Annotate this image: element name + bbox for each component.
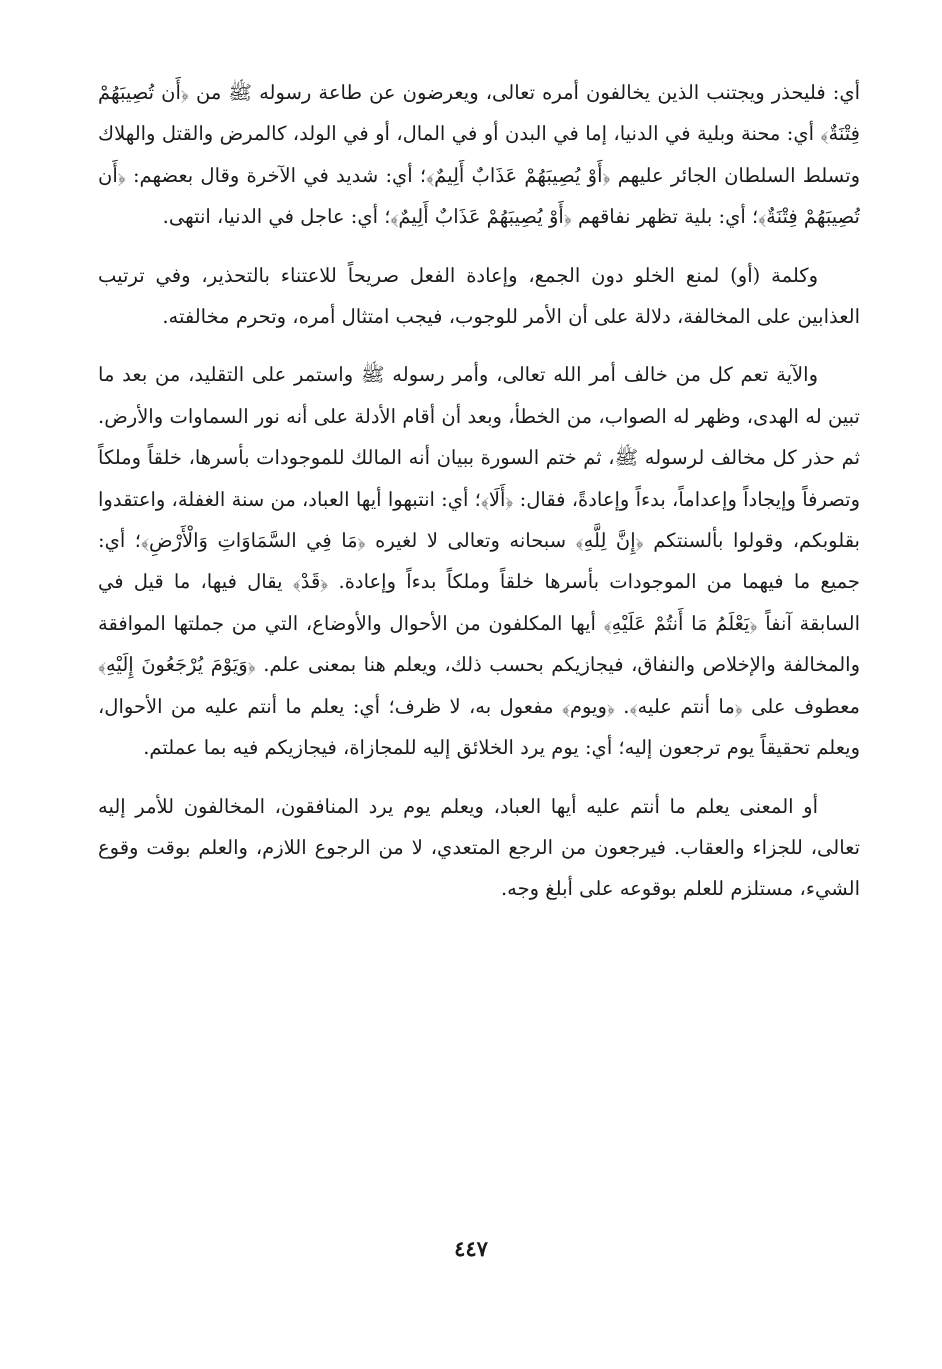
body-text [98, 72, 860, 910]
paragraph-3: والآية تعم كل من خالف أمر الله تعالى، وأمر رسوله ﷺ واستمر على التقليد، من بعد ما تبين له الهدى، وظهر له الصواب، من الخطأ، وبعد أن أقام الأدلة على أنه نور السماوات والأرض. ثم حذر كل مخالف لرسوله ﷺ، ثم ختم السورة ببيان أنه المالك للموجودات بأسرها، خلقاً وملكاً وتصرفاً وإيجاداً وإعداماً، بدءاً وإعادةً، فقال: ﴿أَلَا﴾؛ أي: انتبهوا أيها العباد، من سنة الغفلة، واعتقدوا بقلوبكم، وقولوا بألسنتكم ﴿إِنَّ لِلَّهِ﴾ سبحانه وتعالى لا لغيره ﴿مَا فِي السَّمَاوَاتِ وَالْأَرْضِ﴾؛ أي: جميع ما فيهما من الموجودات بأسرها خلقاً وملكاً بدءاً وإعادة. ﴿قَدْ﴾ يقال فيها، ما قيل في السابقة آنفاً ﴿يَعْلَمُ مَا أَنتُمْ عَلَيْهِ﴾ أيها المكلفون من الأحوال والأوضاع، التي من جملتها الموافقة والمخالفة والإخلاص والنفاق، فيجازيكم بحسب ذلك، ويعلم هنا بمعنى علم. ﴿وَيَوْمَ يُرْجَعُونَ إِلَيْهِ﴾ معطوف على ﴿ما أنتم عليه﴾. ﴿ويوم﴾ مفعول به، لا ظرف؛ أي: يعلم ما أنتم عليه من الأحوال، ويعلم تحقيقاً يوم ترجعون إليه؛ أي: يوم يرد الخلائق إليه للمجازاة، فيجازيكم فيه بما عملتم. [98, 363, 860, 760]
page-number: ٤٤٧ [454, 1236, 488, 1261]
paragraph-1: أي: فليحذر ويجتنب الذين يخالفون أمره تعالى، ويعرضون عن طاعة رسوله ﷺ من ﴿أَن تُصِيبَهُمْ فِتْنَةٌ﴾ أي: محنة وبلية في الدنيا، إما في البدن أو في المال، أو في الولد، كالمرض والقتل والهلاك وتسلط السلطان الجائر عليهم ﴿أَوْ يُصِيبَهُمْ عَذَابٌ أَلِيمٌ﴾؛ أي: شديد في الآخرة وقال بعضهم: ﴿أَن تُصِيبَهُمْ فِتْنَةٌ﴾؛ أي: بلية تظهر نفاقهم ﴿أَوْ يُصِيبَهُمْ عَذَابٌ أَلِيمٌ﴾؛ أي: عاجل في الدنيا، انتهى. [98, 81, 860, 229]
paragraph-4: أو المعنى يعلم ما أنتم عليه أيها العباد، ويعلم يوم يرد المنافقون، المخالفون للأمر إليه تعالى، للجزاء والعقاب. فيرجعون من الرجع المتعدي، لا من الرجوع اللازم، والعلم بوقت وقوع الشيء، مستلزم للعلم بوقوعه على أبلغ وجه. [98, 794, 860, 901]
paragraph-2: وكلمة (أو) لمنع الخلو دون الجمع، وإعادة الفعل صريحاً للاعتناء بالتحذير، وفي ترتيب العذابين على المخالفة، دلالة على أن الأمر للوجوب، فيجب امتثال أمره، وتحرم مخالفته. [98, 263, 860, 329]
